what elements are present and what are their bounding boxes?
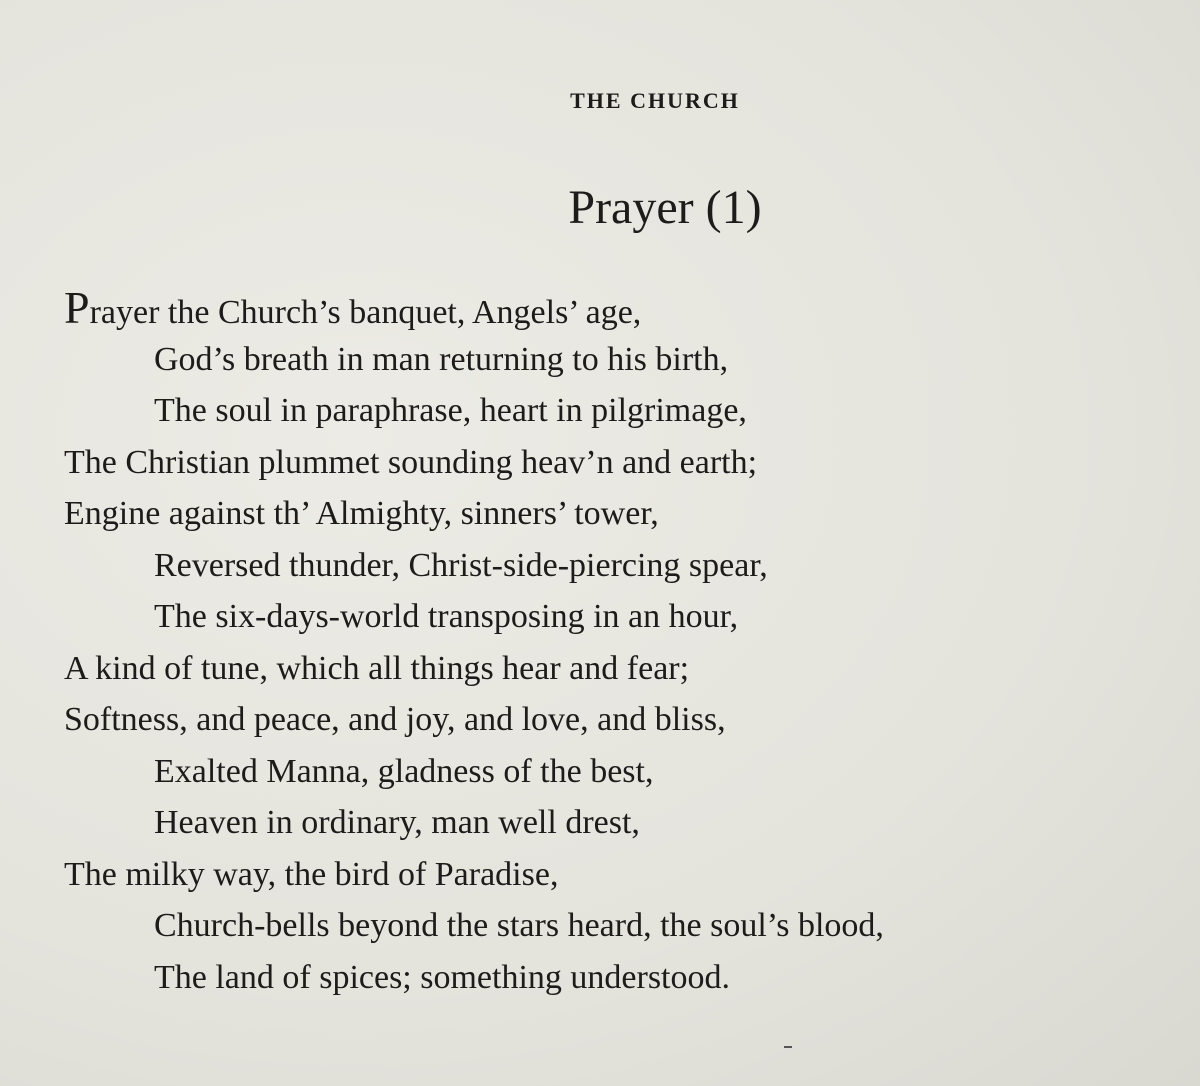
running-head: THE CHURCH bbox=[570, 88, 740, 113]
poem-line: Reversed thunder, Christ-side-piercing spear, bbox=[154, 546, 768, 584]
drop-cap: P bbox=[64, 282, 90, 333]
poem-line: Engine against th’ Almighty, sinners’ tower, bbox=[64, 495, 659, 532]
poem-line: The land of spices; something understood. bbox=[154, 958, 731, 996]
poem-line: The soul in paraphrase, heart in pilgrimage, bbox=[154, 392, 747, 429]
poem-line: Exalted Manna, gladness of the best, bbox=[154, 752, 654, 790]
poem-line: Softness, and peace, and joy, and love, and bliss, bbox=[64, 701, 726, 738]
poem-line: Church-bells beyond the stars heard, the soul’s blood, bbox=[154, 907, 884, 944]
poem-line: The milky way, the bird of Paradise, bbox=[64, 855, 559, 893]
poem-line: Heaven in ordinary, man well drest, bbox=[154, 804, 640, 841]
poem-line: God’s breath in man returning to his birth, bbox=[154, 340, 729, 378]
first-line-rest: rayer the Church’s banquet, Angels’ age, bbox=[89, 294, 642, 331]
poem-line bbox=[64, 282, 1200, 334]
poem-line: A kind of tune, which all things hear and fear; bbox=[64, 649, 690, 687]
poem-body bbox=[64, 282, 1200, 1003]
poem-line: The Christian plummet sounding heav’n and earth; bbox=[64, 443, 758, 481]
page-mark bbox=[784, 1046, 792, 1048]
poem-line: The six-days-world transposing in an hour, bbox=[154, 598, 739, 635]
poem-title: Prayer (1) bbox=[568, 181, 762, 234]
